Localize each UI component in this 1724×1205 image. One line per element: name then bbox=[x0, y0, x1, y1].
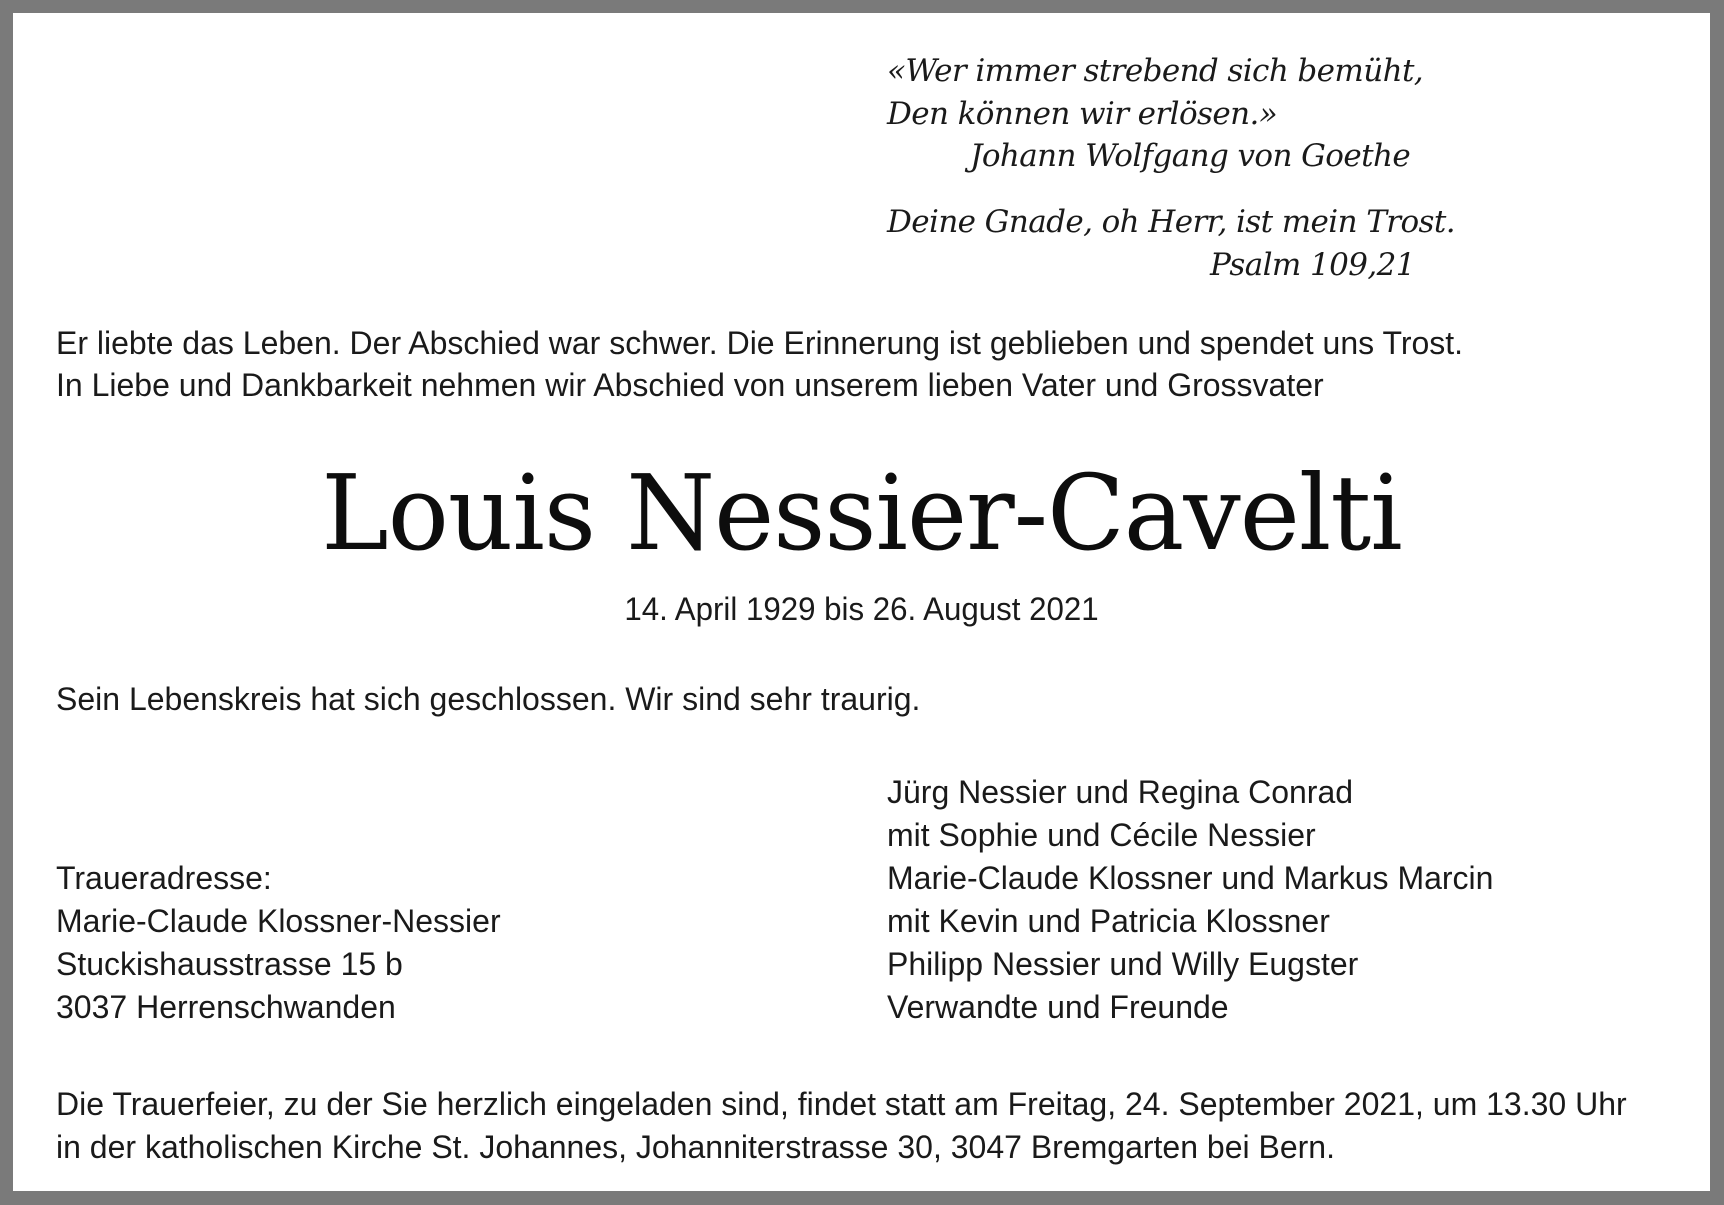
mourning-address-street: Stuckishausstrasse 15 b bbox=[56, 946, 403, 982]
goethe-quote-line-1: «Wer immer strebend sich bemüht, bbox=[887, 53, 1424, 89]
intro-line-2: In Liebe und Dankbarkeit nehmen wir Abschied von unserem lieben Vater und Grossvater bbox=[56, 367, 1324, 403]
ceremony-line-2: in der katholischen Kirche St. Johannes, Johanniterstrasse 30, 3047 Bremgarten bei Bern. bbox=[56, 1129, 1335, 1165]
psalm-quote-line: Deine Gnade, oh Herr, ist mein Trost. bbox=[887, 204, 1455, 240]
mourner-line: Philipp Nessier und Willy Eugster bbox=[887, 946, 1359, 982]
mourner-line: Marie-Claude Klossner und Markus Marcin bbox=[887, 860, 1494, 896]
closing-statement: Sein Lebenskreis hat sich geschlossen. Wir sind sehr traurig. bbox=[56, 681, 921, 717]
psalm-reference: Psalm 109,21 bbox=[1210, 247, 1415, 283]
mourner-line: Verwandte und Freunde bbox=[887, 989, 1229, 1025]
mourning-address-city: 3037 Herrenschwanden bbox=[56, 989, 396, 1025]
mourning-address-name: Marie-Claude Klossner-Nessier bbox=[56, 903, 501, 939]
mourner-line: mit Sophie und Cécile Nessier bbox=[887, 817, 1316, 853]
obituary-sheet bbox=[13, 13, 1710, 1191]
mourning-address-label: Traueradresse: bbox=[56, 860, 272, 896]
mourner-line: Jürg Nessier und Regina Conrad bbox=[887, 774, 1354, 810]
goethe-quote-line-2: Den können wir erlösen.» bbox=[887, 96, 1278, 132]
ceremony-line-1: Die Trauerfeier, zu der Sie herzlich eingeladen sind, findet statt am Freitag, 24. September 2021, um 13.30 Uhr bbox=[56, 1086, 1627, 1122]
intro-line-1: Er liebte das Leben. Der Abschied war schwer. Die Erinnerung ist geblieben und spendet uns Trost. bbox=[56, 325, 1464, 361]
goethe-quote-author: Johann Wolfgang von Goethe bbox=[970, 138, 1411, 174]
deceased-name: Louis Nessier-Cavelti bbox=[321, 452, 1402, 574]
life-dates: 14. April 1929 bis 26. August 2021 bbox=[624, 591, 1099, 627]
mourner-line: mit Kevin und Patricia Klossner bbox=[887, 903, 1330, 939]
